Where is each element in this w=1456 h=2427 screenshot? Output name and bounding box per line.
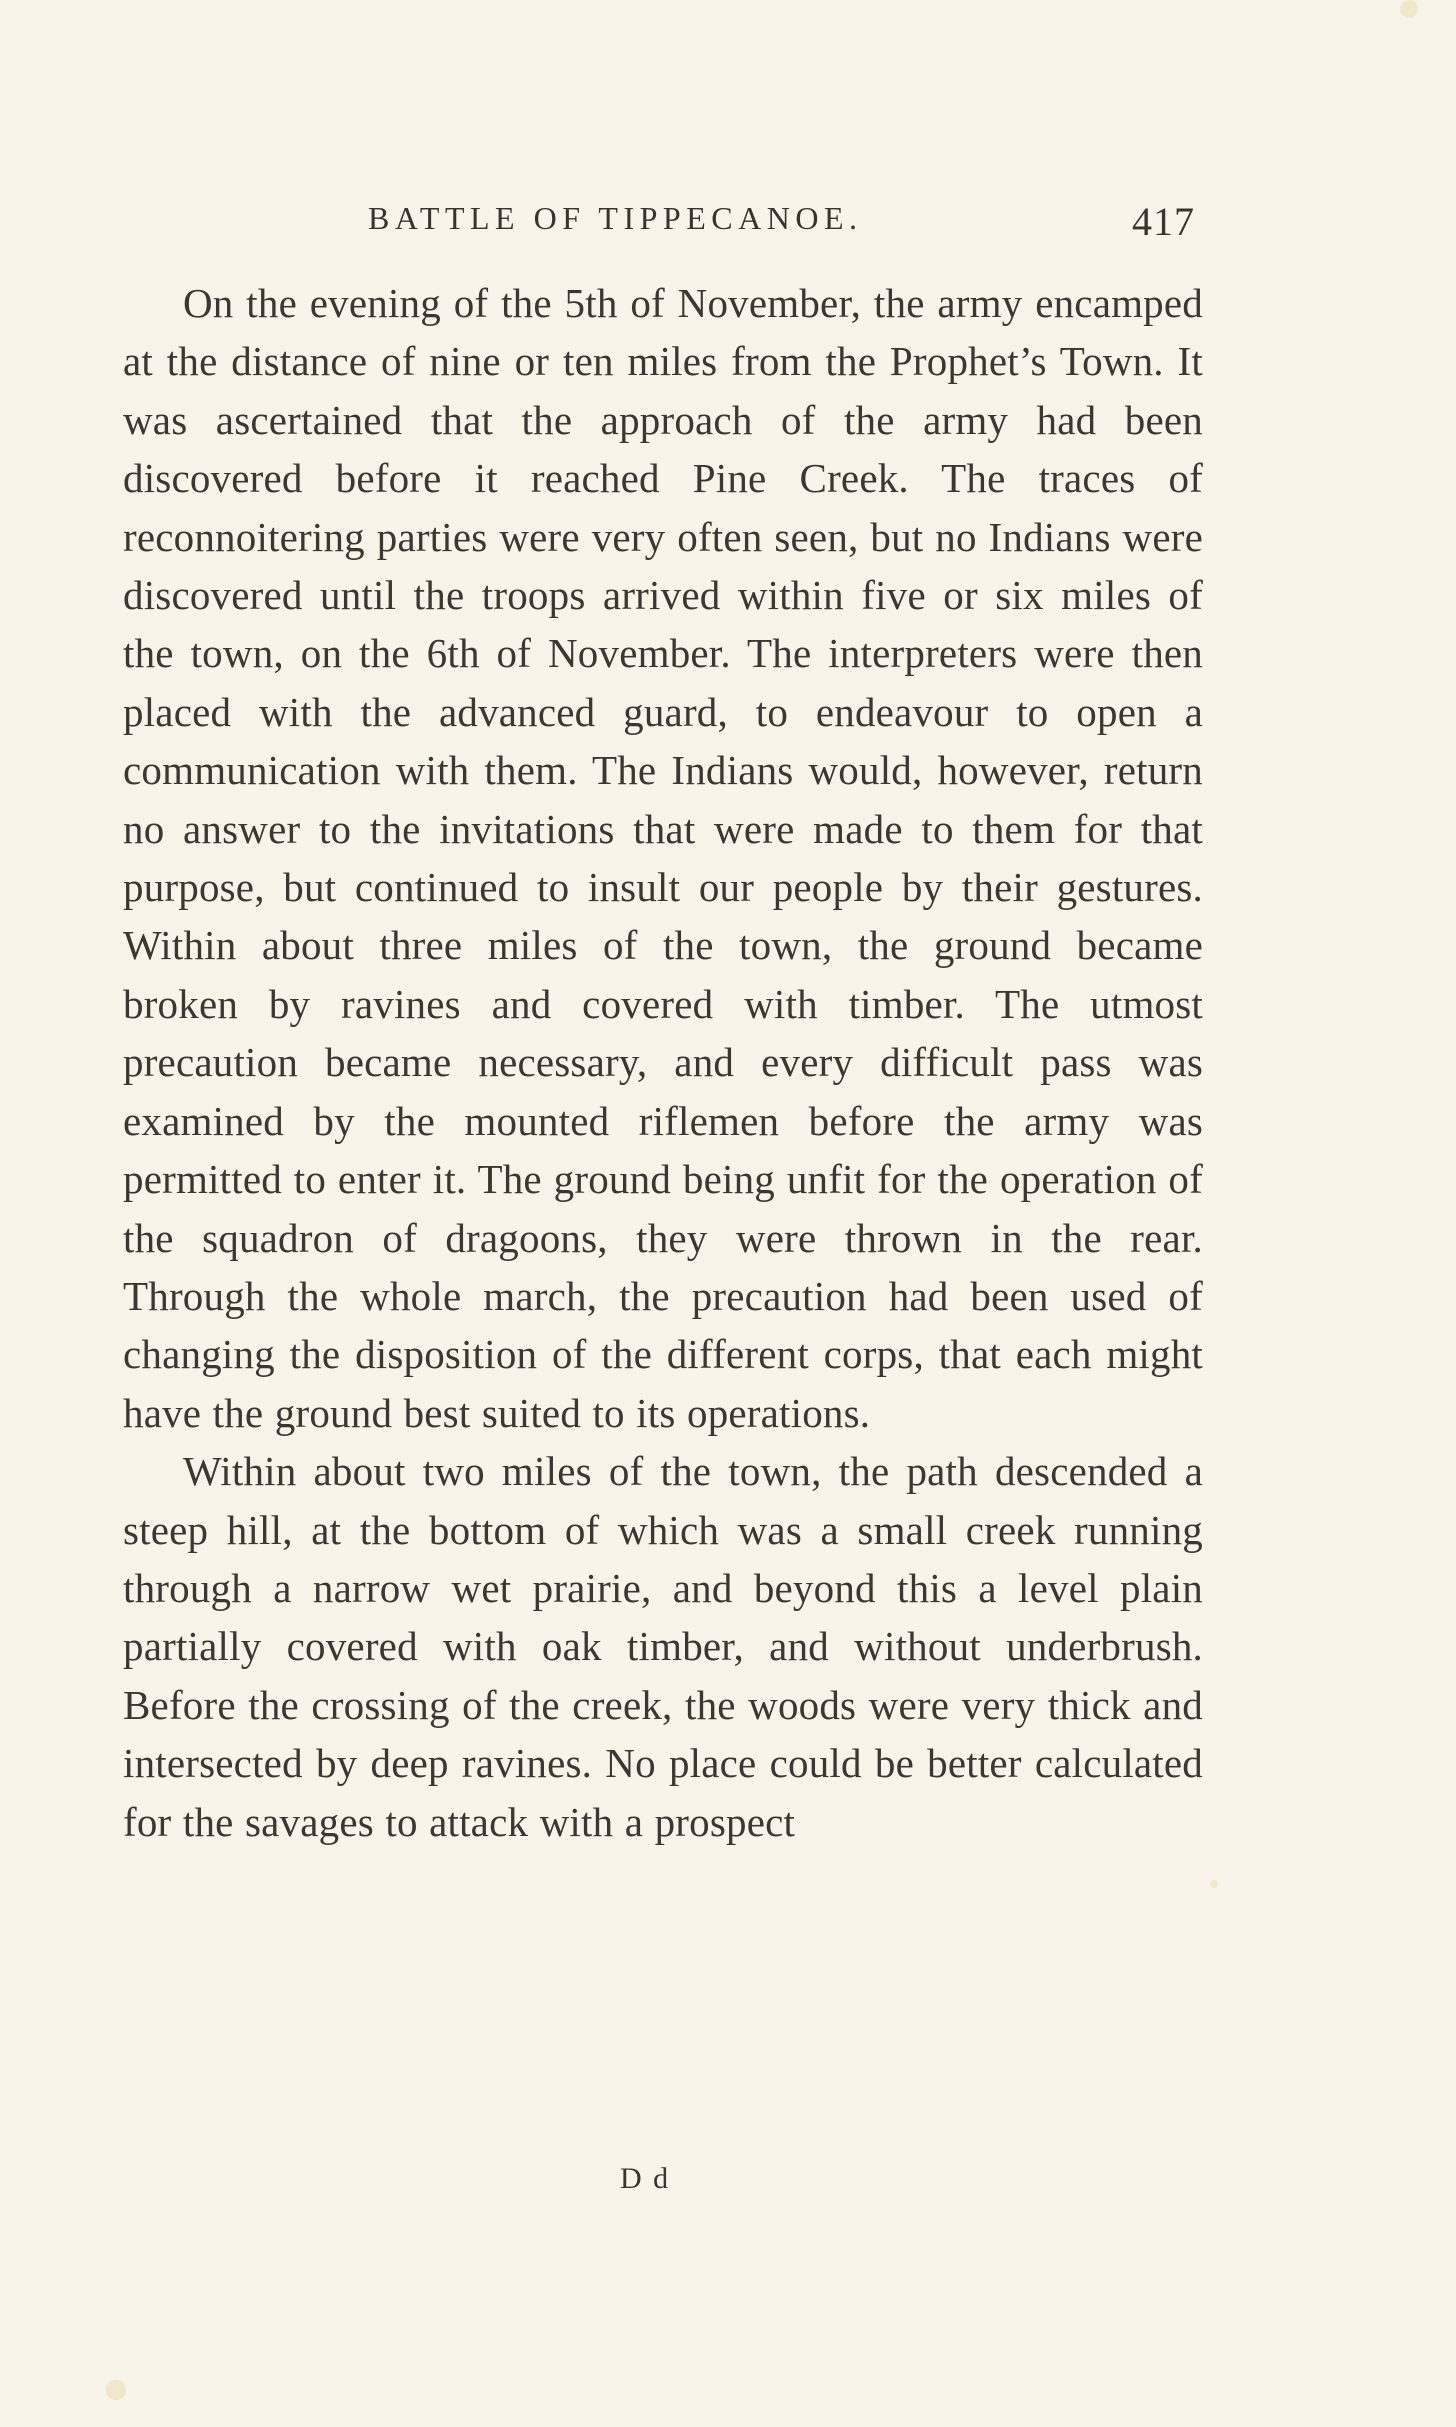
signature-mark: D d (620, 2162, 671, 2195)
paragraph: Within about two miles of the town, the path descended a steep hill, at the bottom of which was a small creek running through a narrow wet prairie, and beyond this a level plain partially covered with oak timber, and without underbrush. Before the crossing of the creek, the woods were very thick and intersected by deep ravines. No place could be better calculated for the savages to attack with a prospect (123, 1448, 1203, 1845)
page-number: 417 (1132, 199, 1195, 244)
paragraph: On the evening of the 5th of November, the army encamped at the distance of nine or ten miles from the Prophet’s Town. It was ascertained that the approach of the army had been discovered before it reached Pine Creek. The traces of reconnoitering parties were very often seen, but no Indians were discovered until the troops arrived within five or six miles of the town, on the 6th of November. The interpreters were then placed with the advanced guard, to endeavour to open a communication with them. The Indians would, however, return no answer to the invitations that were made to them for that purpose, but continued to insult our people by their gestures. Within about three miles of the town, the ground became broken by ravines and covered with timber. The utmost precaution became necessary, and every difficult pass was examined by the mounted riflemen before the army was permitted to enter it. The ground being unfit for the operation of the squadron of dragoons, they were thrown in the rear. Through the whole march, the precaution had been used of changing the disposition of the different corps, that each might have the ground best suited to its operations. (123, 280, 1203, 1436)
body-text (123, 274, 1203, 1851)
running-title: BATTLE OF TIPPECANOE. (368, 200, 863, 236)
page-header (123, 200, 1203, 250)
paper-stain (106, 2380, 126, 2400)
paper-stain (1400, 0, 1418, 18)
paper-stain (1210, 1880, 1218, 1888)
